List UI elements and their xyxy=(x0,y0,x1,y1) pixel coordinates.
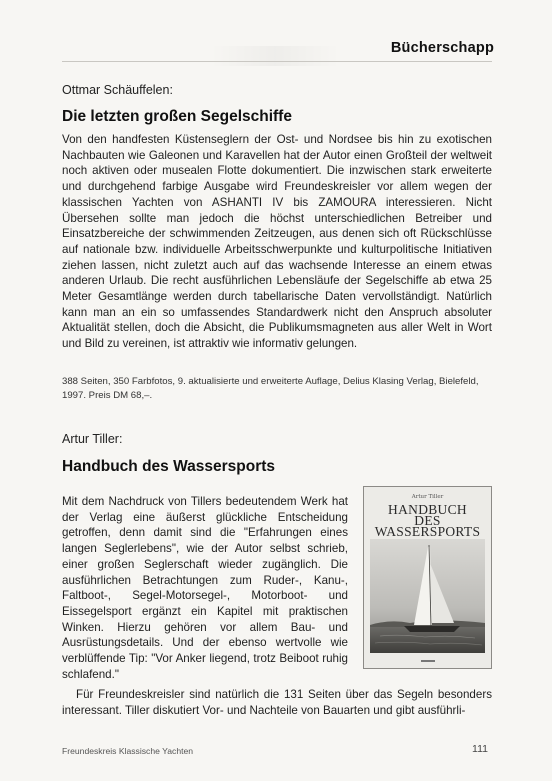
cover-title-line-3: WASSERSPORTS xyxy=(374,524,481,539)
publisher-logo-icon xyxy=(421,659,435,663)
cover-title-line-2: DES xyxy=(414,513,441,528)
section-label: Bücherschapp xyxy=(390,40,494,56)
page-number: 111 xyxy=(472,743,488,755)
review-2-body-continued: Für Freundeskreisler sind natürlich die 131 Seiten über das Segeln besonders interessant. Tiller diskutiert Vor- und Nachteile von Bauarten und gibt ausführli- xyxy=(62,688,492,717)
review-1-details: 388 Seiten, 350 Farbfotos, 9. aktualisierte und erweiterte Auflage, Delius Klasing Verlag, Bielefeld, 1997. Preis DM 68,–. xyxy=(62,376,479,401)
review-1-author: Ottmar Schäuffelen: xyxy=(62,83,173,97)
review-2-author: Artur Tiller: xyxy=(62,432,123,446)
review-1-body: Von den handfesten Küstenseglern der Ost- und Nordsee bis hin zu exotischen Nachbauten wie Galeonen und Karavellen hat der Autor einen Großteil der weltweit noch aktiven oder musealen Flotte dokumentiert. Die inzwischen stark erweiterte und durchgehend farbige Ausgabe wird Freundeskreisler vor allem wegen der klassischen Yachten von ASHANTI IV bis ZAMOURA interessieren. Nicht Übersehen sollte man jedoch die höchst unterschiedlichen Betreiber und Einsatzbereiche der schwimmenden Zeitzeugen, aus denen sich oft Rückschlüsse auf nationale bzw. individuelle Arbeitsschwerpunkte und kulturpolitische Initiativen ziehen lassen, nicht zuletzt auch auf das wachsende Interesse an einem etwas anderen Urlaub. Die recht ausführlichen Lebensläufe der Segelschiffe ab etwa 25 Meter Gesamtlänge werden durch tabellarische Daten vervollständigt. Natürlich kann man an ein so umfassendes Standardwerk nicht den Anspruch absoluter Aktualität stellen, doch die Absicht, die Publikumsmagneten aus aller Welt in Wort und Bild zu vereinen, ist attraktiv wie informativ gelungen. xyxy=(62,133,492,351)
scan-shadow xyxy=(210,46,340,66)
cover-title-line-1: HANDBUCH xyxy=(388,502,467,517)
footer-publication: Freundeskreis Klassische Yachten xyxy=(62,746,194,756)
sailboat-photo xyxy=(370,539,485,653)
review-2-body: Mit dem Nachdruck von Tillers bedeutendem Werk hat der Verlag eine äußerst glückliche Entscheidung getroffen, denn damit sind die "Erfahrungen eines langen Seglerlebens", wie der Autor selbst schrieb, einer großen Seglerschaft wieder zugänglich. Die ausführlichen Betrachtungen zum Ruder-, Kanu-, Faltboot-, Segel-Motorsegel-, Motorboot- und Eissegelsport ergänzt ein Kapitel mit praktischen Winken. Hierzu gehören vor allem Bau- und Ausrüstungsdetails. Und der ebenso wertvolle wie verblüffende Tip: "Vor Anker liegend, trotz Beiboot ruhig schlafend." xyxy=(62,495,348,681)
cover-author: Artur Tiller xyxy=(411,494,444,500)
review-2-title: Handbuch des Wassersports xyxy=(62,458,276,475)
book-cover xyxy=(363,486,492,669)
header-rule xyxy=(62,61,492,62)
review-1-title: Die letzten großen Segelschiffe xyxy=(62,108,292,125)
